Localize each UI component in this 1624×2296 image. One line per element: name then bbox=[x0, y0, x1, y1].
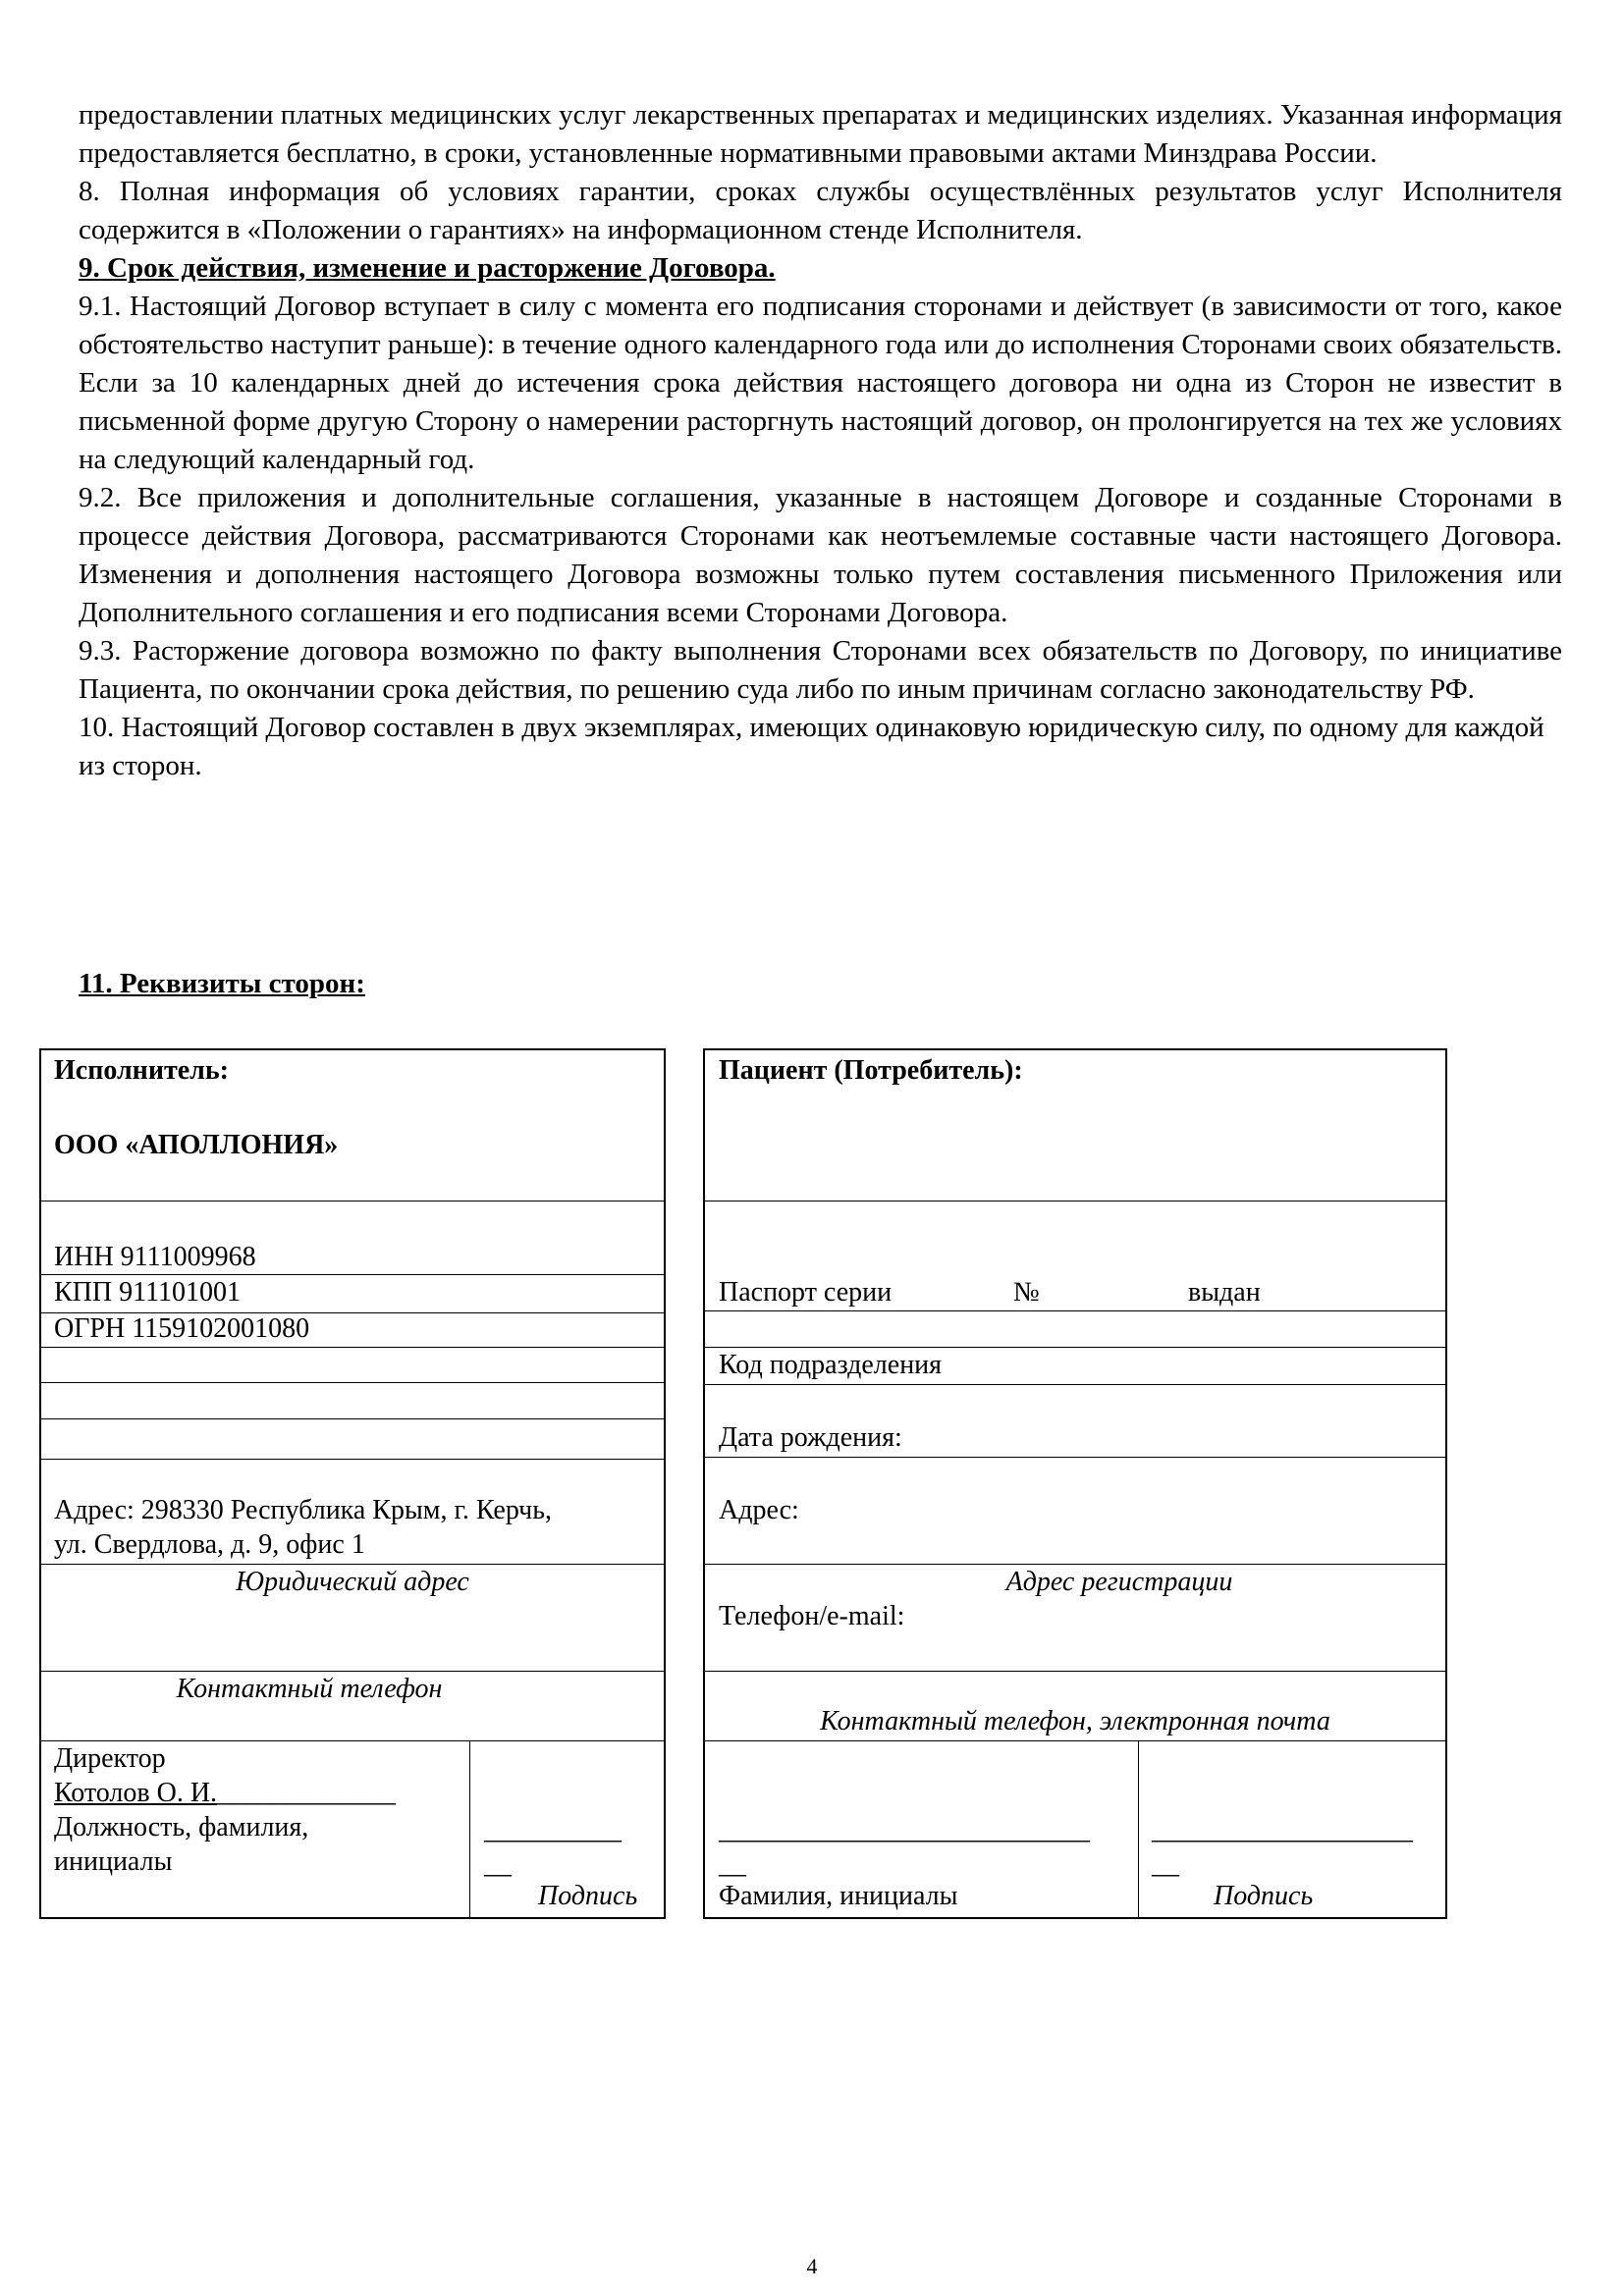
paragraph-9-2: 9.2. Все приложения и дополнительные соглашения, указанные в настоящем Договоре и созданные Сторонами в процессе действия Договора, рассматриваются Сторонами как неотъемлемые составные части настоящего Договора. Изменения и дополнения настоящего Договора возможны только путем составления письменного Приложения или Дополнительного соглашения и его подписания всеми Сторонами Договора. bbox=[79, 482, 1562, 628]
patient-name-line-tail: __ bbox=[719, 1849, 746, 1880]
paragraph-10: 10. Настоящий Договор составлен в двух экземплярах, имеющих одинаковую юридическую силу, по одному для каждой из сторон. bbox=[79, 712, 1544, 781]
passport-number-label: № bbox=[1013, 1277, 1040, 1308]
paragraph-warranty: 8. Полная информация об условиях гарантии, сроках службы осуществлённых результатов услуг Исполнителя содержится в «Положении о гарантиях» на информационном стенде Исполнителя. bbox=[79, 176, 1562, 245]
executor-name: ООО «АПОЛЛОНИЯ» bbox=[54, 1130, 339, 1160]
patient-signature-line: ___________________ bbox=[1152, 1815, 1413, 1845]
patient-table bbox=[703, 1048, 1447, 1919]
executor-inn: ИНН 9111009968 bbox=[54, 1242, 256, 1272]
director-position: Директор bbox=[54, 1743, 166, 1774]
division-code-label: Код подразделения bbox=[719, 1350, 943, 1380]
contact-phone-email-caption: Контактный телефон, электронная почта bbox=[820, 1706, 1330, 1736]
position-caption-line1: Должность, фамилия, bbox=[54, 1812, 309, 1842]
page-number: 4 bbox=[806, 2254, 818, 2278]
patient-title: Пациент (Потребитель): bbox=[719, 1055, 1023, 1086]
executor-signature-line-tail: __ bbox=[484, 1849, 512, 1880]
director-name-text: Котолов О. И. bbox=[54, 1778, 218, 1808]
patient-address-label: Адрес: bbox=[719, 1495, 799, 1525]
requisites-heading: 11. Реквизиты сторон: bbox=[79, 968, 365, 999]
passport-issued-label: выдан bbox=[1188, 1277, 1261, 1308]
patient-signature-caption: Подпись bbox=[1214, 1881, 1314, 1911]
section-9-heading: 9. Срок действия, изменение и расторжение Договора. bbox=[79, 252, 776, 284]
director-name bbox=[54, 1777, 396, 1810]
patient-signature-line-tail: __ bbox=[1152, 1849, 1179, 1880]
paragraph-medicines-info: предоставлении платных медицинских услуг лекарственных препаратах и медицинских изделиях. Указанная информация предоставляется бесплатно, в сроки, установленные нормативными правовыми актами Минздрава России. bbox=[79, 99, 1562, 169]
legal-address-caption: Юридический адрес bbox=[236, 1567, 469, 1597]
registration-address-caption: Адрес регистрации bbox=[1005, 1567, 1233, 1597]
executor-signature-line: __________ bbox=[484, 1815, 622, 1845]
patient-name-line: ___________________________ bbox=[719, 1815, 1090, 1845]
passport-label: Паспорт серии bbox=[719, 1277, 893, 1308]
executor-title: Исполнитель: bbox=[54, 1055, 229, 1086]
executor-kpp: КПП 911101001 bbox=[54, 1277, 242, 1308]
executor-address-line1: Адрес: 298330 Республика Крым, г. Керчь, bbox=[54, 1495, 553, 1525]
executor-ogrn: ОГРН 1159102001080 bbox=[54, 1313, 310, 1344]
paragraph-9-1: 9.1. Настоящий Договор вступает в силу с момента его подписания сторонами и действует (в зависимости от того, какое обстоятельство наступит раньше): в течение одного календарного года или до исполнения Сторонами своих обязательств. Если за 10 календарных дней до истечения срока действия настоящего договора ни одна из Сторон не известит в письменной форме другую Сторону о намерении расторгнуть настоящий договор, он пролонгируется на тех же условиях на следующий календарный год. bbox=[79, 291, 1562, 475]
phone-email-label: Телефон/e-mail: bbox=[719, 1601, 905, 1631]
patient-name-caption: Фамилия, инициалы bbox=[719, 1881, 958, 1911]
paragraph-9-3: 9.3. Расторжение договора возможно по факту выполнения Сторонами всех обязательств по Договору, по инициативе Пациента, по окончании срока действия, по решению суда либо по иным причинам согласно законодательству РФ. bbox=[79, 635, 1562, 705]
executor-address-line2: ул. Свердлова, д. 9, офис 1 bbox=[54, 1529, 365, 1560]
contract-body bbox=[79, 96, 1562, 785]
contact-phone-caption: Контактный телефон bbox=[176, 1674, 443, 1704]
executor-signature-caption: Подпись bbox=[538, 1881, 638, 1911]
director-name-blank: _____________ bbox=[217, 1778, 397, 1808]
position-caption-line2: инициалы bbox=[54, 1846, 173, 1877]
birth-date-label: Дата рождения: bbox=[719, 1422, 902, 1453]
